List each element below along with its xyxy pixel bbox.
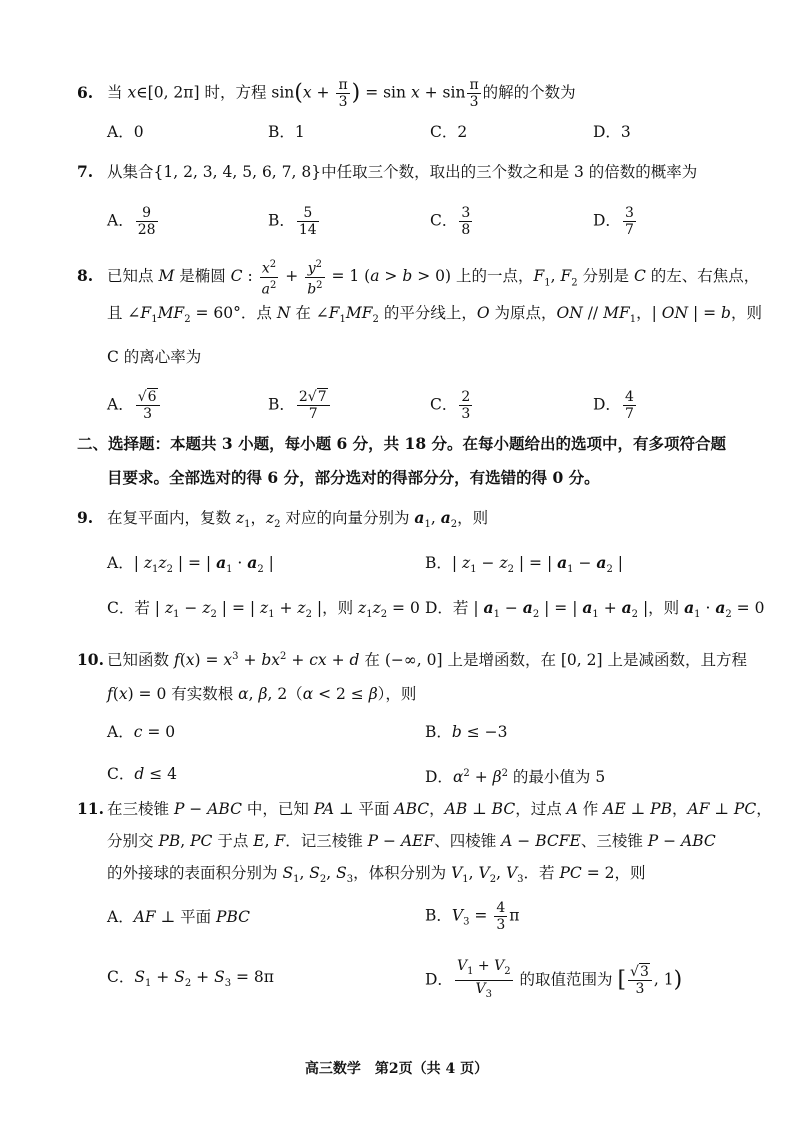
question-number: 11. (77, 799, 104, 818)
option-b: B．$V_3$ = $\frac{4}{3}$ π (425, 900, 520, 933)
question-number: 8. (77, 266, 94, 286)
question-number: 7. (77, 162, 94, 181)
question-9: 9. 在复平面内，复数 $z_1$，$z_2$ 对应的向量分别为 $a_1$, $a_2$，则 (77, 508, 489, 531)
option-b: B． $\frac{5}{14}$ (268, 205, 317, 238)
question-number: 10. (77, 650, 104, 670)
option-a: A．c = 0 (107, 723, 176, 741)
question-11: 11. 在三棱锥 P − ABC 中，已知 PA ⊥ 平面 ABC，AB ⊥ BC，过点 A 作 AE ⊥ PB，AF ⊥ PC， (77, 799, 772, 818)
option-b: B．1 (268, 123, 305, 141)
question-text: 从集合{1, 2, 3, 4, 5, 6, 7, 8}中任取三个数，取出的三个数之和是 3 的倍数的概率为 (107, 163, 698, 181)
page-footer: 高三数学 第2页（共 4 页） (304, 1061, 489, 1077)
question-8-line-2: 且 $\angle F_1MF_2 = 60^\circ$．点 N 在 $\angle F_1MF_2$ 的平分线上，O 为原点，ON // $MF_1$，| ON | = b，则 (107, 304, 762, 326)
option-a: A． $\frac{9}{28}$ (107, 205, 156, 238)
option-d: D． $\frac{4}{7}$ (593, 389, 634, 422)
section-heading: 二、选择题：本题共 3 小题，每小题 6 分，共 18 分。在每小题给出的选项中，有多项符合题 (77, 434, 727, 453)
option-d: D．若 | $a_1 - a_2$ | = | $a_1 + a_2$ |，则 $a_1 \cdot a_2 = 0$ (425, 598, 765, 621)
section-heading-line-2: 目要求。全部选对的得 6 分，部分选对的得部分分，有选错的得 0 分。 (107, 468, 600, 487)
option-a: A．0 (107, 123, 144, 141)
option-b: B．b ≤ −3 (425, 723, 508, 741)
question-11-line-3: 的外接球的表面积分别为 $S_1$, $S_2$, $S_3$，体积分别为 $V_1$, $V_2$, $V_3$．若 PC = 2，则 (107, 864, 646, 886)
option-a: A． $\frac{√6}{3}$ (107, 389, 162, 422)
option-c: C．若 | $z_1 - z_2$ | = | $z_1 + z_2$ |，则 $z_1z_2 = 0$ (107, 599, 420, 621)
question-10-line-2: f(x) = 0 有实数根 α, β, 2（α < 2 ≤ β），则 (107, 685, 417, 703)
question-number: 9. (77, 508, 94, 527)
option-b: B．| $z_1 - z_2$ | = | $a_1 - a_2$ | (425, 553, 623, 576)
option-c: C．$S_1 + S_2 + S_3 = 8\pi$ (107, 968, 274, 990)
question-10: 10. 已知函数 $f(x) = x^3 + bx^2$ + cx + d 在 (−∞, 0] 上是增函数，在 [0, 2] 上是减函数，且方程 (77, 650, 747, 670)
question-6: 6. 当 x∈[0, 2π] 时，方程 sin(x + $\frac{\pi}{3}$ ) = sin x + sin $\frac{\pi}{3}$ 的解的个数为 (77, 77, 576, 110)
option-d: D． $\frac{3}{7}$ (593, 205, 634, 238)
question-8: 8. 已知点 M 是椭圆 C : $\frac{x^2}{a^2}$ + $\frac{y^2}{b^2}$ = 1 (a > b > 0) 上的一点，$F_1$, $F_2$ 分别是 C 的左、右焦点， (77, 259, 760, 298)
option-c: C．d ≤ 4 (107, 765, 178, 783)
question-7 (77, 161, 697, 183)
question-11-line-2: 分别交 PB, PC 于点 E, F．记三棱锥 P − AEF、四棱锥 A − BCFE、三棱锥 P − ABC (107, 832, 716, 850)
option-c: C．2 (430, 123, 468, 141)
option-a: A．| $z_1z_2$ | = | $a_1 \cdot a_2$ | (107, 553, 274, 576)
option-a: A．AF ⊥ 平面 PBC (107, 908, 250, 926)
question-number: 6. (77, 82, 94, 102)
option-d: D．3 (593, 123, 631, 141)
option-d: D．$\alpha^2 + \beta^2$ 的最小值为 5 (425, 768, 606, 787)
question-8-line-3: C 的离心率为 (107, 348, 202, 366)
option-b: B． $\frac{2√7}{7}$ (268, 389, 332, 422)
option-d: D． $\frac{V_1 + V_2}{V_3}$ 的取值范围为 [ $\frac{√3}{3}$ , 1) (425, 958, 683, 1000)
option-c: C． $\frac{2}{3}$ (430, 389, 471, 422)
option-c: C． $\frac{3}{8}$ (430, 205, 471, 238)
